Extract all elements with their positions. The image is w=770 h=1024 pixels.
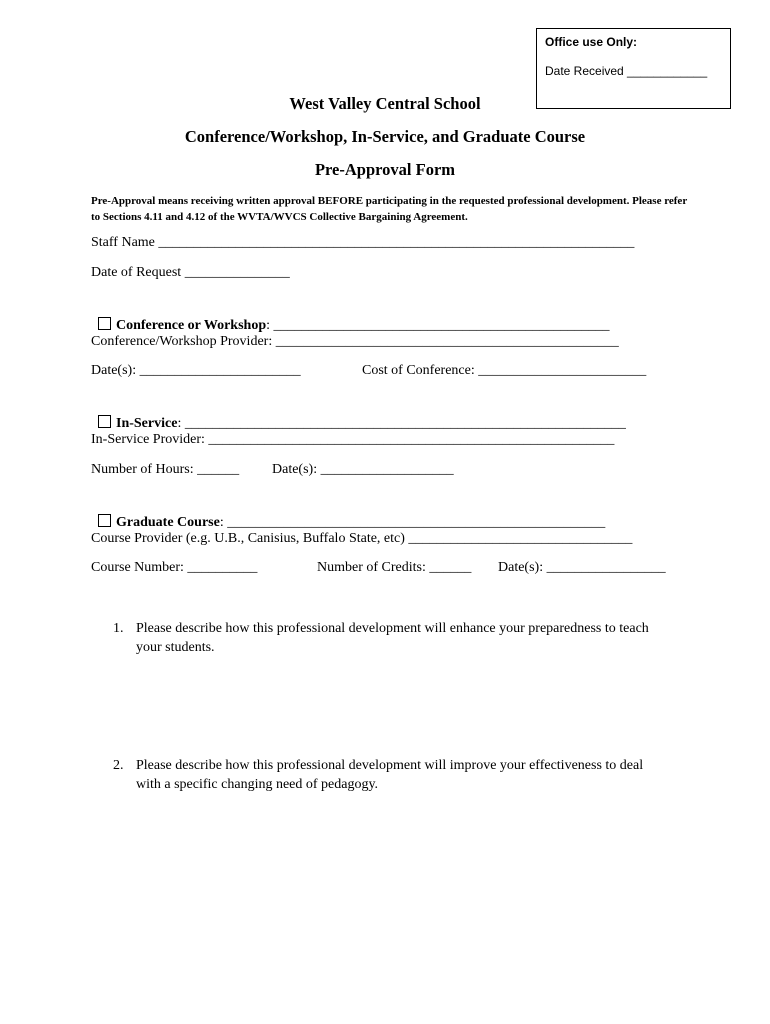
conference-checkbox[interactable]	[98, 317, 111, 330]
conference-cost-field[interactable]: Cost of Conference: ________________________	[362, 363, 647, 378]
conference-row	[91, 301, 610, 334]
pre-approval-notice: Pre-Approval means receiving written approval BEFORE participating in the requested professional development. Please refer to Sections 4.11 and 4.12 of the WVTA/WVCS Collective Bargaining Agreement.	[91, 195, 687, 223]
question-text: Please describe how this professional development will improve your effectiveness to deal with a specific changing need of pedagogy.	[136, 758, 644, 792]
graduate-row	[91, 498, 605, 531]
conference-dates-field[interactable]: Date(s): _______________________	[91, 363, 301, 378]
conference-name-field[interactable]: : ________________________________________________	[266, 318, 610, 333]
form-subtitle: Conference/Workshop, In-Service, and Graduate Course	[184, 127, 586, 146]
number-of-credits-field[interactable]: Number of Credits: ______	[317, 560, 472, 575]
graduate-label: Graduate Course	[116, 515, 220, 530]
graduate-name-field[interactable]: : ______________________________________________________	[219, 515, 606, 530]
inservice-label: In-Service	[116, 416, 178, 431]
question-number: 2.	[113, 758, 124, 773]
conference-provider-field[interactable]: Conference/Workshop Provider: _________________________________________________	[91, 334, 619, 349]
question-text: Please describe how this professional development will enhance your preparedness to teach your students.	[136, 621, 649, 655]
inservice-dates-field[interactable]: Date(s): ___________________	[272, 462, 454, 477]
inservice-name-field[interactable]: : _______________________________________________________________	[177, 416, 626, 431]
question-number: 1.	[113, 621, 124, 636]
course-dates-field[interactable]: Date(s): _________________	[498, 560, 666, 575]
conference-label: Conference or Workshop	[116, 318, 267, 333]
staff-name-field[interactable]: Staff Name ____________________________________________________________________	[91, 235, 635, 250]
inservice-checkbox[interactable]	[98, 415, 111, 428]
graduate-checkbox[interactable]	[98, 514, 111, 527]
course-provider-field[interactable]: Course Provider (e.g. U.B., Canisius, Buffalo State, etc) ________________________________	[91, 531, 633, 546]
form-title: Pre-Approval Form	[314, 160, 456, 179]
number-of-hours-field[interactable]: Number of Hours: ______	[91, 462, 240, 477]
school-name: West Valley Central School	[289, 94, 481, 113]
course-number-field[interactable]: Course Number: __________	[91, 560, 258, 575]
office-use-title: Office use Only:	[545, 35, 638, 49]
date-received-field[interactable]: Date Received ____________	[545, 64, 708, 78]
date-of-request-field[interactable]: Date of Request _______________	[91, 265, 290, 280]
inservice-provider-field[interactable]: In-Service Provider: __________________________________________________________	[91, 432, 615, 447]
inservice-row	[91, 399, 626, 432]
